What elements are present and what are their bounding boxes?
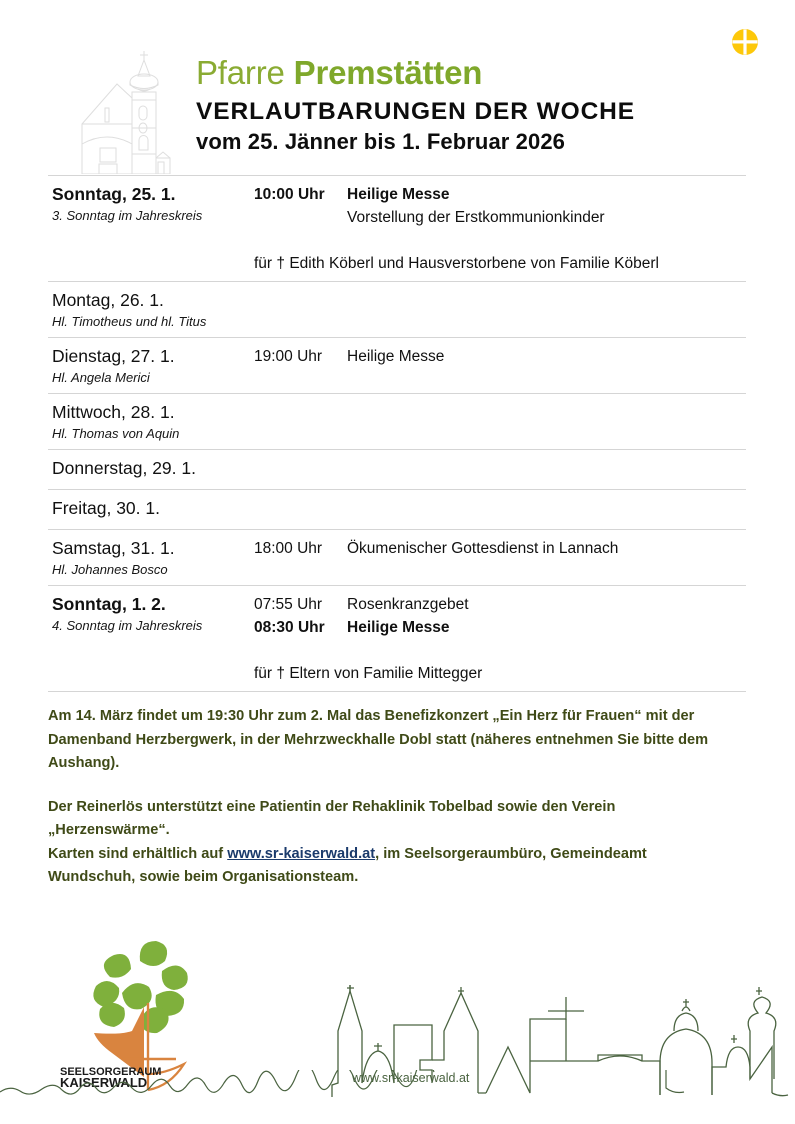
notices-section	[48, 705, 738, 890]
schedule-row	[48, 281, 746, 337]
feast-label: Hl. Angela Merici	[52, 370, 150, 385]
day-cell	[48, 183, 254, 225]
schedule-row	[48, 337, 746, 393]
schedule-row	[48, 393, 746, 449]
event-description: Ökumenischer Gottesdienst in Lannach	[347, 540, 619, 557]
feast-label: 4. Sonntag im Jahreskreis	[52, 618, 203, 633]
day-label: Donnerstag, 29. 1.	[52, 458, 196, 478]
day-label: Sonntag, 25. 1.	[52, 184, 176, 204]
feast-label: Hl. Timotheus und hl. Titus	[52, 314, 207, 329]
events-cell	[254, 289, 746, 315]
church-line-art-icon	[72, 36, 182, 174]
notice-spacer	[48, 776, 738, 796]
day-label: Sonntag, 1. 2.	[52, 594, 166, 614]
row-spacer	[254, 401, 746, 427]
feast-label: Hl. Thomas von Aquin	[52, 426, 180, 441]
row-spacer	[254, 289, 746, 315]
event-time: 19:00 Uhr	[254, 348, 323, 365]
day-cell	[48, 457, 254, 480]
notice-paragraph-2-line-1: Der Reinerlös unterstützt eine Patientin der Rehaklinik Tobelbad sowie den Verein „Herzenswärme“.	[48, 798, 616, 838]
event-line	[254, 537, 746, 560]
events-cell	[254, 457, 746, 483]
row-spacer	[254, 457, 746, 483]
schedule-row	[48, 585, 746, 692]
day-cell	[48, 289, 254, 331]
row-spacer	[254, 497, 746, 523]
logo-line-2: KAISERWALD	[60, 1075, 148, 1090]
feast-label: Hl. Johannes Bosco	[52, 562, 168, 577]
document-subtitle: VERLAUTBARUNGEN DER WOCHE	[196, 98, 635, 125]
event-description: Vorstellung der Erstkommunionkinder	[347, 209, 605, 226]
event-time: 07:55 Uhr	[254, 596, 323, 613]
event-line	[254, 345, 746, 368]
day-cell	[48, 497, 254, 520]
ticket-text-after: , im Seelsorgeraumbüro, Gemeindeamt Wundschuh, sowie beim Organisationsteam.	[48, 845, 647, 885]
day-label: Samstag, 31. 1.	[52, 538, 175, 558]
event-description: Heilige Messe	[347, 186, 450, 203]
events-cell	[254, 345, 746, 368]
event-description: Heilige Messe	[347, 619, 450, 636]
day-label: Montag, 26. 1.	[52, 290, 164, 310]
schedule-row	[48, 175, 746, 281]
event-line	[254, 206, 746, 229]
event-time: 10:00 Uhr	[254, 186, 325, 203]
notice-paragraph-1: Am 14. März findet um 19:30 Uhr zum 2. Mal das Benefizkonzert „Ein Herz für Frauen“ mit der Damenband Herzbergwerk, in der Mehrzweckhalle Dobl statt (näheres entnehmen Sie bitte dem Aushang).	[48, 708, 709, 771]
ground-wave-line	[0, 1070, 795, 1110]
day-cell	[48, 345, 254, 387]
event-description: Rosenkranzgebet	[347, 596, 469, 613]
kaiserwald-website-link[interactable]: www.sr-kaiserwald.at	[227, 845, 376, 862]
event-time: 18:00 Uhr	[254, 540, 323, 557]
schedule-row	[48, 489, 746, 529]
mass-intention: für † Eltern von Familie Mittegger	[254, 665, 483, 682]
page-footer	[0, 930, 795, 1124]
parish-prefix: Pfarre	[196, 54, 285, 91]
day-cell	[48, 593, 254, 635]
events-cell	[254, 183, 746, 275]
events-cell	[254, 497, 746, 523]
feast-label: 3. Sonntag im Jahreskreis	[52, 208, 203, 223]
event-line	[254, 593, 746, 616]
day-cell	[48, 401, 254, 443]
events-cell	[254, 537, 746, 560]
parish-title	[196, 52, 756, 93]
day-cell	[48, 537, 254, 579]
schedule-table	[48, 175, 746, 692]
date-range: vom 25. Jänner bis 1. Februar 2026	[196, 129, 566, 154]
mass-intention: für † Edith Köberl und Hausverstorbene von Familie Köberl	[254, 255, 659, 272]
notice-paragraph-2-line-2	[48, 843, 738, 890]
events-cell	[254, 593, 746, 685]
day-label: Mittwoch, 28. 1.	[52, 402, 175, 422]
day-label: Freitag, 30. 1.	[52, 498, 160, 518]
event-time: 08:30 Uhr	[254, 619, 325, 636]
schedule-row	[48, 529, 746, 585]
day-label: Dienstag, 27. 1.	[52, 346, 175, 366]
ticket-text-before: Karten sind erhältlich auf	[48, 845, 228, 862]
event-description: Heilige Messe	[347, 348, 445, 365]
event-line	[254, 183, 746, 206]
logo-line-1: SEELSORGERAUM	[60, 1066, 162, 1078]
header-titles	[196, 52, 756, 156]
events-cell	[254, 401, 746, 427]
parish-name: Premstätten	[293, 54, 483, 91]
event-time	[254, 206, 347, 229]
schedule-row	[48, 449, 746, 489]
page-header	[0, 0, 795, 176]
event-line	[254, 616, 746, 639]
footer-website: www.sr-kaiserwald.at	[352, 1071, 470, 1085]
